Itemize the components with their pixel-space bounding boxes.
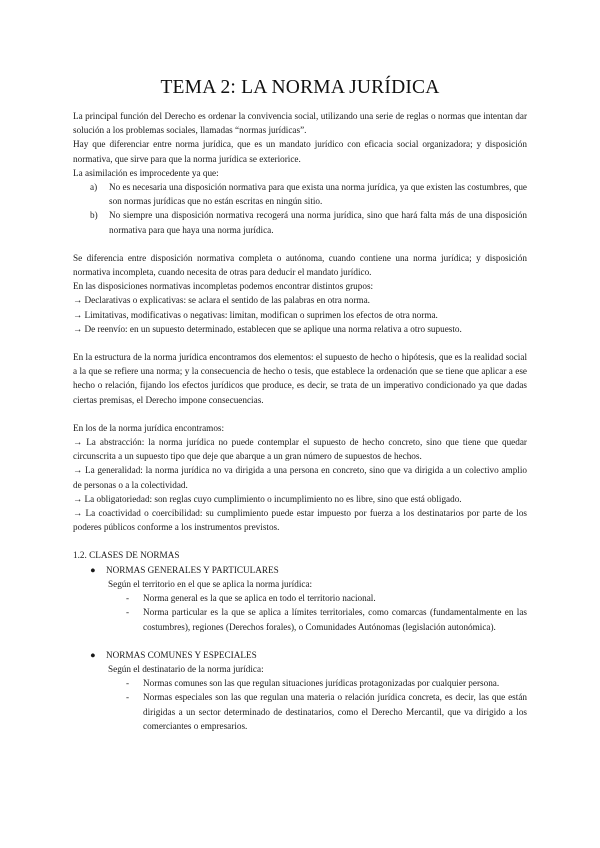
intro-paragraph-3: La asimilación es improcedente ya que: — [73, 167, 219, 178]
trait-item: → La abstracción: la norma jurídica no puede contemplar el supuesto de hecho concreto, sino que tiene que quedar circunscrita a un supuesto tipo que deje que abarque a un gran número de supuestos de hechos. — [73, 437, 527, 462]
trait-item: → La generalidad: la norma jurídica no va dirigida a una persona en concreto, sino que va dirigida a un colectivo amplio de personas o a la colectividad. — [73, 465, 527, 490]
class-items-list — [73, 591, 527, 634]
list-item-text: Norma general es la que se aplica en todo el territorio nacional. — [143, 593, 376, 604]
intro-paragraph-1: La principal función del Derecho es ordenar la convivencia social, utilizando una serie de reglas o normas que intentan dar solución a los problemas sociales, llamadas “normas jurídicas”. — [73, 111, 527, 136]
class-criterion: Según el territorio en el que se aplica la norma jurídica: — [108, 578, 313, 589]
spacer — [73, 634, 527, 648]
list-item — [73, 208, 527, 236]
spacer — [73, 407, 527, 421]
trait-item: → La obligatoriedad: son reglas cuyo cumplimiento o incumplimiento no es libre, sino que está obligado. — [73, 493, 462, 504]
class-group-title: NORMAS COMUNES Y ESPECIALES — [106, 649, 257, 660]
spacer — [73, 237, 527, 251]
dash-marker: - — [126, 607, 130, 618]
list-item — [73, 676, 527, 690]
section-heading: 1.2. CLASES DE NORMAS — [73, 550, 180, 561]
traits-intro: En los de la norma jurídica encontramos: — [73, 422, 225, 433]
structure-paragraph: En la estructura de la norma jurídica encontramos dos elementos: el supuesto de hecho o hipótesis, que es la realidad social a la que se refiere una norma; y la consecuencia de hecho o tesis, que establece la ordenación que se tiene que aplicar a ese hecho o relación, fijando los efectos jurídicos que produce, es decir, se trata de un imperativo condicionado ya que dadas ciertas premisas, el Derecho impone consecuencias. — [73, 352, 527, 405]
dispositions-paragraph-2: En las disposiciones normativas incompletas podemos encontrar distintos grupos: — [73, 281, 374, 292]
list-item-text: No es necesaria una disposición normativa para que exista una norma jurídica, ya que existen las costumbres, que son normas jurídicas que no están escritas en ningún sitio. — [109, 182, 527, 207]
page-title: TEMA 2: LA NORMA JURÍDICA — [160, 77, 440, 98]
list-item — [73, 591, 527, 605]
dash-marker: - — [126, 692, 130, 703]
intro-paragraph-2: Hay que diferenciar entre norma jurídica, que es un mandato jurídico con eficacia social organizadora; y disposición normativa, que sirve para que la norma jurídica se exteriorice. — [73, 139, 527, 164]
list-marker: b) — [90, 210, 98, 221]
list-item-text: Normas especiales son las que regulan una materia o relación jurídica concreta, es decir, las que están dirigidas a un sector determinado de destinatarios, como el Derecho Mercantil, que va dirigido a los comerciantes o empresarios. — [143, 692, 527, 731]
list-item-text: Norma particular es la que se aplica a límites territoriales, como comarcas (fundamentalmente en las costumbres), regiones (Derechos forales), o Comunidades Autónomas (legislación autonómica). — [143, 607, 527, 632]
class-criterion: Según el destinatario de la norma jurídica: — [108, 663, 264, 674]
list-item — [73, 605, 527, 633]
bullet-icon: ● — [90, 564, 96, 575]
dash-marker: - — [126, 593, 130, 604]
spacer — [73, 336, 527, 350]
list-item — [73, 690, 527, 733]
dash-marker: - — [126, 678, 130, 689]
trait-item: → La coactividad o coercibilidad: su cumplimiento puede estar impuesto por fuerza a los destinatarios por parte de los poderes públicos conforme a los instrumentos previstos. — [73, 508, 527, 533]
disposition-group-item: → Declarativas o explicativas: se aclara el sentido de las palabras en otra norma. — [73, 295, 370, 306]
list-item — [73, 180, 527, 208]
class-items-list — [73, 676, 527, 733]
class-group-heading — [73, 648, 527, 662]
document-body — [73, 109, 527, 733]
spacer — [73, 534, 527, 548]
list-item-text: Normas comunes son las que regulan situaciones jurídicas protagonizadas por cualquier persona. — [143, 678, 500, 689]
list-item-text: No siempre una disposición normativa recogerá una norma jurídica, sino que hará falta más de una disposición normativa para que haya una norma jurídica. — [109, 210, 527, 235]
disposition-group-item: → Limitativas, modificativas o negativas: limitan, modifican o suprimen los efectos de otra norma. — [73, 309, 438, 320]
class-group-heading — [73, 563, 527, 577]
list-marker: a) — [90, 182, 98, 193]
assimilation-list — [73, 180, 527, 237]
dispositions-paragraph-1: Se diferencia entre disposición normativa completa o autónoma, cuando contiene una norma jurídica; y disposición normativa incompleta, cuando necesita de otras para deducir el mandato jurídico. — [73, 252, 527, 278]
class-group-title: NORMAS GENERALES Y PARTICULARES — [106, 564, 279, 575]
disposition-group-item: → De reenvío: en un supuesto determinado, establecen que se aplique una norma relativa a otro supuesto. — [73, 323, 462, 334]
bullet-icon: ● — [90, 649, 96, 660]
